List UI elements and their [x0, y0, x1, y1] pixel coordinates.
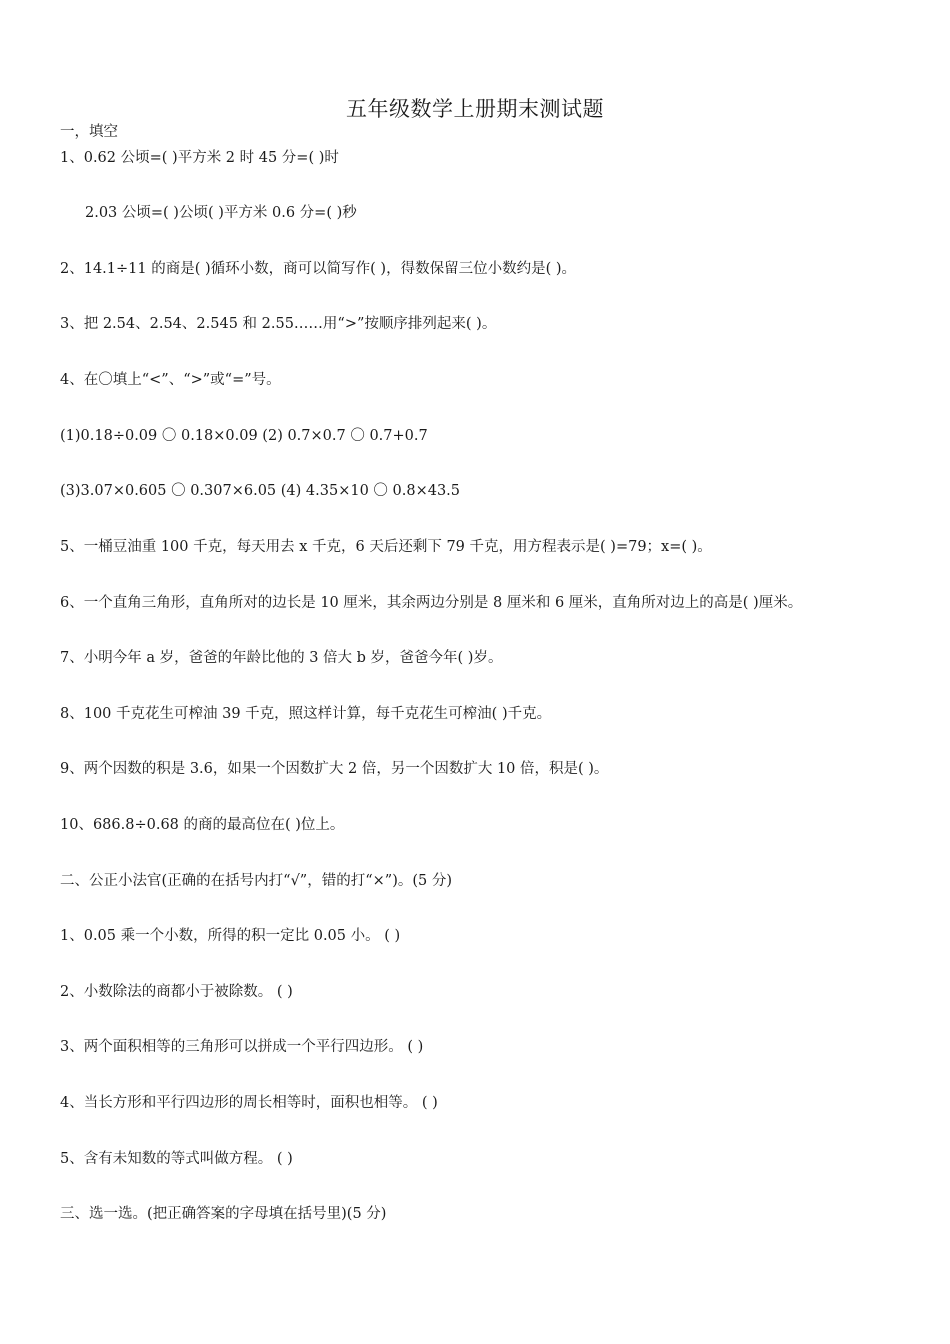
- question-7: 7、小明今年 a 岁，爸爸的年龄比他的 3 倍大 b 岁，爸爸今年( )岁。: [60, 650, 503, 666]
- judge-question-2: 2、小数除法的商都小于被除数。 ( ): [60, 984, 293, 1000]
- judge-question-4: 4、当长方形和平行四边形的周长相等时，面积也相等。 ( ): [60, 1095, 438, 1111]
- question-8: 8、100 千克花生可榨油 39 千克，照这样计算，每千克花生可榨油( )千克。: [60, 706, 552, 722]
- question-10: 10、686.8÷0.68 的商的最高位在( )位上。: [60, 817, 345, 833]
- judge-question-1: 1、0.05 乘一个小数，所得的积一定比 0.05 小。 ( ): [60, 928, 401, 944]
- question-6: 6、一个直角三角形，直角所对的边长是 10 厘米，其余两边分别是 8 厘米和 6 厘米，直角所对边上的高是( )厘米。: [60, 595, 803, 611]
- question-3: 3、把 2.54、2.54、2.545 和 2.55……用“>”按顺序排列起来( )。: [60, 316, 497, 332]
- question-4-part-1-2: (1)0.18÷0.09 〇 0.18×0.09 (2) 0.7×0.7 〇 0.7+0.7: [60, 428, 428, 444]
- section-1-heading: 一，填空: [60, 124, 118, 140]
- exam-title: 五年级数学上册期末测试题: [346, 97, 604, 121]
- section-3-heading: 三、选一选。(把正确答案的字母填在括号里)(5 分): [60, 1206, 387, 1222]
- question-1-line-1: 1、0.62 公顷=( )平方米 2 时 45 分=( )时: [60, 150, 339, 166]
- section-2-heading: 二、公正小法官(正确的在括号内打“√”，错的打“×”)。(5 分): [60, 873, 453, 889]
- question-5: 5、一桶豆油重 100 千克，每天用去 x 千克，6 天后还剩下 79 千克，用方程表示是( )=79；x=( )。: [60, 539, 712, 555]
- question-9: 9、两个因数的积是 3.6，如果一个因数扩大 2 倍，另一个因数扩大 10 倍，积是( )。: [60, 761, 609, 777]
- question-2: 2、14.1÷11 的商是( )循环小数，商可以简写作( )，得数保留三位小数约是( )。: [60, 261, 576, 277]
- question-4: 4、在〇填上“<”、“>”或“=”号。: [60, 372, 281, 388]
- question-4-part-3-4: (3)3.07×0.605 〇 0.307×6.05 (4) 4.35×10 〇 0.8×43.5: [60, 483, 461, 499]
- judge-question-3: 3、两个面积相等的三角形可以拼成一个平行四边形。 ( ): [60, 1039, 424, 1055]
- judge-question-5: 5、含有未知数的等式叫做方程。 ( ): [60, 1151, 293, 1167]
- question-1-line-2: 2.03 公顷=( )公顷( )平方米 0.6 分=( )秒: [85, 205, 357, 221]
